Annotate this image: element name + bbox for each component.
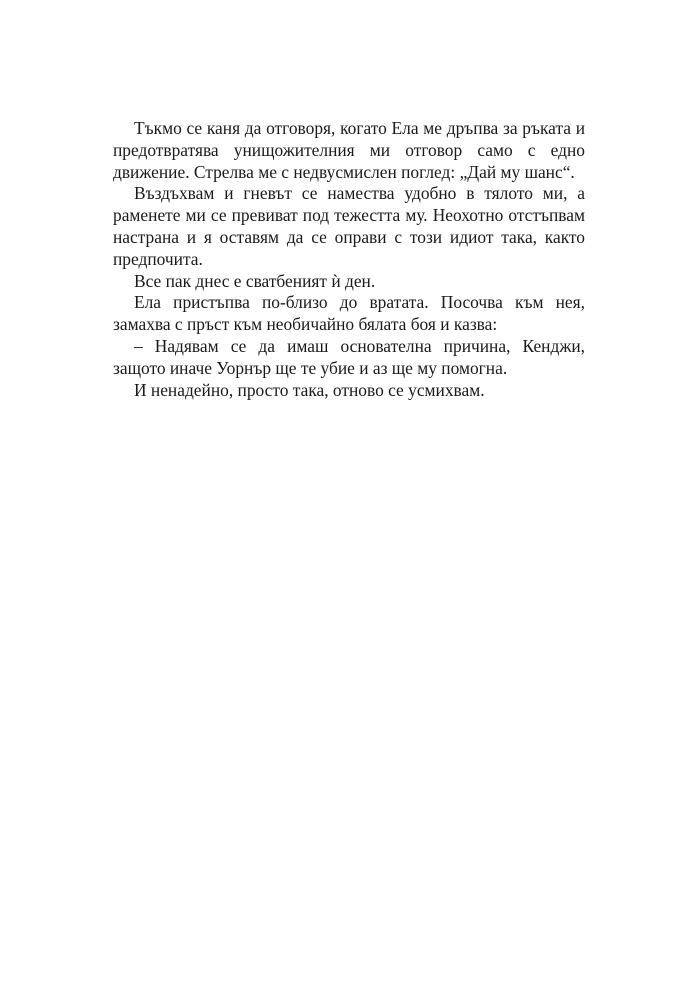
paragraph-1: Тъкмо се каня да отговоря, когато Ела ме дръпва за ръката и предотвратява унищожителния ми отговор само с едно движение. Стрелва ме с недвусмислен поглед: „Дай му шанс“.	[113, 118, 585, 182]
paragraph-6: И ненадейно, просто така, отново се усмихвам.	[134, 379, 485, 400]
paragraph-5: – Надявам се да имаш основателна причина, Кенджи, защото иначе Уорнър ще те убие и аз ще му помогна.	[113, 335, 585, 378]
paragraph-4: Ела пристъпва по-близо до вратата. Посочва към нея, замахва с пръст към необичайно бялата боя и казва:	[113, 292, 585, 335]
body-text	[113, 118, 585, 401]
paragraph-3: Все пак днес е сватбеният ѝ ден.	[134, 270, 376, 291]
paragraph-2: Въздъхвам и гневът се намества удобно в тялото ми, а раменете ми се превиват под тежестта му. Неохотно отстъпвам настрана и я оставям да се оправи с този идиот така, както предпочита.	[113, 183, 585, 269]
